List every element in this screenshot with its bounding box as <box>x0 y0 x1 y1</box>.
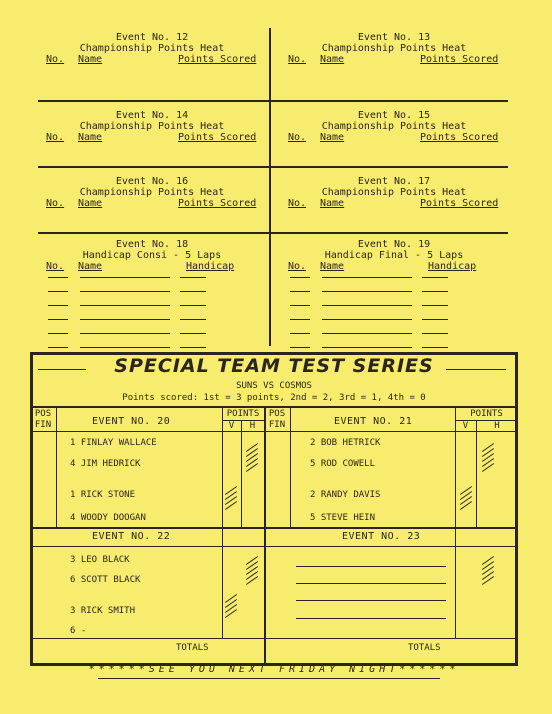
entry-blank-line <box>80 305 170 306</box>
entry-blank-line <box>290 347 310 348</box>
event-23-title: EVENT NO. 23 <box>342 531 421 542</box>
e20-rider-2: 4 JIM HEDRICK <box>70 459 141 469</box>
entry-blank-line <box>80 333 170 334</box>
column-header: Name <box>320 132 345 143</box>
e22-rider-1: 3 LEO BLACK <box>70 555 130 565</box>
entry-blank-line <box>48 277 68 278</box>
e23-line-1 <box>296 566 446 567</box>
column-header: No. <box>288 261 307 272</box>
entry-blank-line <box>322 333 412 334</box>
column-header: Points Scored <box>178 132 257 143</box>
col-center <box>264 406 266 664</box>
entry-blank-line <box>180 291 206 292</box>
entry-blank-line <box>48 305 68 306</box>
col-pos2-left <box>290 406 291 527</box>
top-sep-2 <box>38 166 508 168</box>
column-header: No. <box>288 132 307 143</box>
entry-blank-line <box>80 347 170 348</box>
entry-blank-line <box>422 305 448 306</box>
entry-blank-line <box>180 305 206 306</box>
column-header: Name <box>320 261 345 272</box>
e22-rider-2: 6 SCOTT BLACK <box>70 575 141 585</box>
footer-underline <box>98 678 440 679</box>
entry-blank-line <box>290 319 310 320</box>
entry-blank-line <box>322 277 412 278</box>
col-points-left <box>222 406 223 638</box>
event-22-title: EVENT NO. 22 <box>92 531 171 542</box>
h-label-2: H <box>494 421 500 431</box>
table-header-line <box>30 431 518 432</box>
event-title: Event No. 17 <box>357 176 431 187</box>
footer-message: ******SEE YOU NEXT FRIDAY NIGHT****** <box>88 664 460 675</box>
column-header: Points Scored <box>178 54 257 65</box>
team-series-banner: SPECIAL TEAM TEST SERIES <box>114 355 434 377</box>
entry-blank-line <box>322 305 412 306</box>
column-header: Name <box>320 198 345 209</box>
points-label-2: POINTS <box>470 409 503 419</box>
event-subtitle: Handicap Final - 5 Laps <box>324 250 464 261</box>
event-title: Event No. 16 <box>115 176 189 187</box>
event-title: Event No. 13 <box>357 32 431 43</box>
column-header: Name <box>78 261 103 272</box>
points-label-1: POINTS <box>226 409 260 419</box>
column-header: Name <box>78 54 103 65</box>
entry-blank-line <box>322 347 412 348</box>
fin-label-1: FIN <box>34 420 52 430</box>
column-header: Points Scored <box>178 198 257 209</box>
entry-blank-line <box>180 277 206 278</box>
event-subtitle: Championship Points Heat <box>79 43 225 54</box>
event-21-title: EVENT NO. 21 <box>334 416 413 427</box>
table-mid-line <box>30 527 518 529</box>
event-title: Event No. 12 <box>115 32 189 43</box>
table-mid-line-2 <box>30 546 518 547</box>
top-sep-1 <box>38 100 508 102</box>
event-title: Event No. 15 <box>357 110 431 121</box>
event-subtitle: Championship Points Heat <box>321 187 467 198</box>
top-center-divider <box>269 28 271 346</box>
event-title: Event No. 14 <box>115 110 189 121</box>
entry-blank-line <box>48 347 68 348</box>
entry-blank-line <box>180 333 206 334</box>
entry-blank-line <box>422 319 448 320</box>
entry-blank-line <box>422 291 448 292</box>
e20-rider-4: 4 WOODY DOOGAN <box>70 513 146 523</box>
column-header: No. <box>46 54 65 65</box>
entry-blank-line <box>290 305 310 306</box>
pos-label-2: POS <box>268 409 286 419</box>
column-header: Name <box>78 198 103 209</box>
event-20-title: EVENT NO. 20 <box>92 416 171 427</box>
e21-rider-2: 5 ROD COWELL <box>310 459 376 469</box>
col-points2-left <box>455 406 456 638</box>
entry-blank-line <box>422 333 448 334</box>
column-header: No. <box>46 132 65 143</box>
e22-rider-4: 6 - <box>70 626 87 636</box>
col-pos-left <box>56 406 57 527</box>
e20-rider-3: 1 RICK STONE <box>70 490 136 500</box>
e21-rider-3: 2 RANDY DAVIS <box>310 490 381 500</box>
event-subtitle: Handicap Consi - 5 Laps <box>82 250 222 261</box>
e23-line-2 <box>296 583 446 584</box>
entry-blank-line <box>180 347 206 348</box>
column-header: Points Scored <box>420 54 499 65</box>
col-vh-split <box>241 420 242 527</box>
totals-label-2: TOTALS <box>408 643 441 653</box>
column-header: Name <box>320 54 345 65</box>
points-scored-note: Points scored: 1st = 3 points, 2nd = 2, 3rd = 1, 4th = 0 <box>122 393 426 403</box>
top-sep-3 <box>38 232 508 234</box>
table-top-line <box>30 406 518 408</box>
event-subtitle: Championship Points Heat <box>79 121 225 132</box>
matchup-label: SUNS VS COSMOS <box>236 381 312 391</box>
v-label-2: V <box>462 421 469 431</box>
entry-blank-line <box>80 291 170 292</box>
event-subtitle: Championship Points Heat <box>321 121 467 132</box>
h-label-1: H <box>249 421 256 431</box>
entry-blank-line <box>48 333 68 334</box>
entry-blank-line <box>290 277 310 278</box>
e21-rider-4: 5 STEVE HEIN <box>310 513 376 523</box>
e22-rider-3: 3 RICK SMITH <box>70 606 136 616</box>
col-vh2-split <box>476 420 477 527</box>
entry-blank-line <box>422 277 448 278</box>
entry-blank-line <box>180 319 206 320</box>
event-title: Event No. 18 <box>115 239 189 250</box>
column-header: No. <box>288 198 307 209</box>
e20-rider-1: 1 FINLAY WALLACE <box>70 438 157 448</box>
fin-label-2: FIN <box>268 420 286 430</box>
entry-blank-line <box>322 291 412 292</box>
entry-blank-line <box>290 333 310 334</box>
event-subtitle: Championship Points Heat <box>321 43 467 54</box>
entry-blank-line <box>48 291 68 292</box>
table-totals-line <box>30 638 518 639</box>
v-label-1: V <box>228 421 235 431</box>
column-header: Handicap <box>186 261 235 272</box>
e23-line-4 <box>296 618 446 619</box>
totals-label-1: TOTALS <box>176 643 209 653</box>
column-header: No. <box>288 54 307 65</box>
column-header: Points Scored <box>420 132 499 143</box>
event-subtitle: Championship Points Heat <box>79 187 225 198</box>
entry-blank-line <box>80 277 170 278</box>
pos-label-1: POS <box>34 409 52 419</box>
entry-blank-line <box>48 319 68 320</box>
entry-blank-line <box>422 347 448 348</box>
banner-rule-right <box>446 369 506 370</box>
banner-rule-left <box>38 369 86 370</box>
column-header: No. <box>46 261 65 272</box>
entry-blank-line <box>322 319 412 320</box>
e23-line-3 <box>296 600 446 601</box>
event-title: Event No. 19 <box>357 239 431 250</box>
entry-blank-line <box>290 291 310 292</box>
column-header: Name <box>78 132 103 143</box>
column-header: Handicap <box>428 261 477 272</box>
e21-rider-1: 2 BOB HETRICK <box>310 438 381 448</box>
column-header: No. <box>46 198 65 209</box>
column-header: Points Scored <box>420 198 499 209</box>
entry-blank-line <box>80 319 170 320</box>
